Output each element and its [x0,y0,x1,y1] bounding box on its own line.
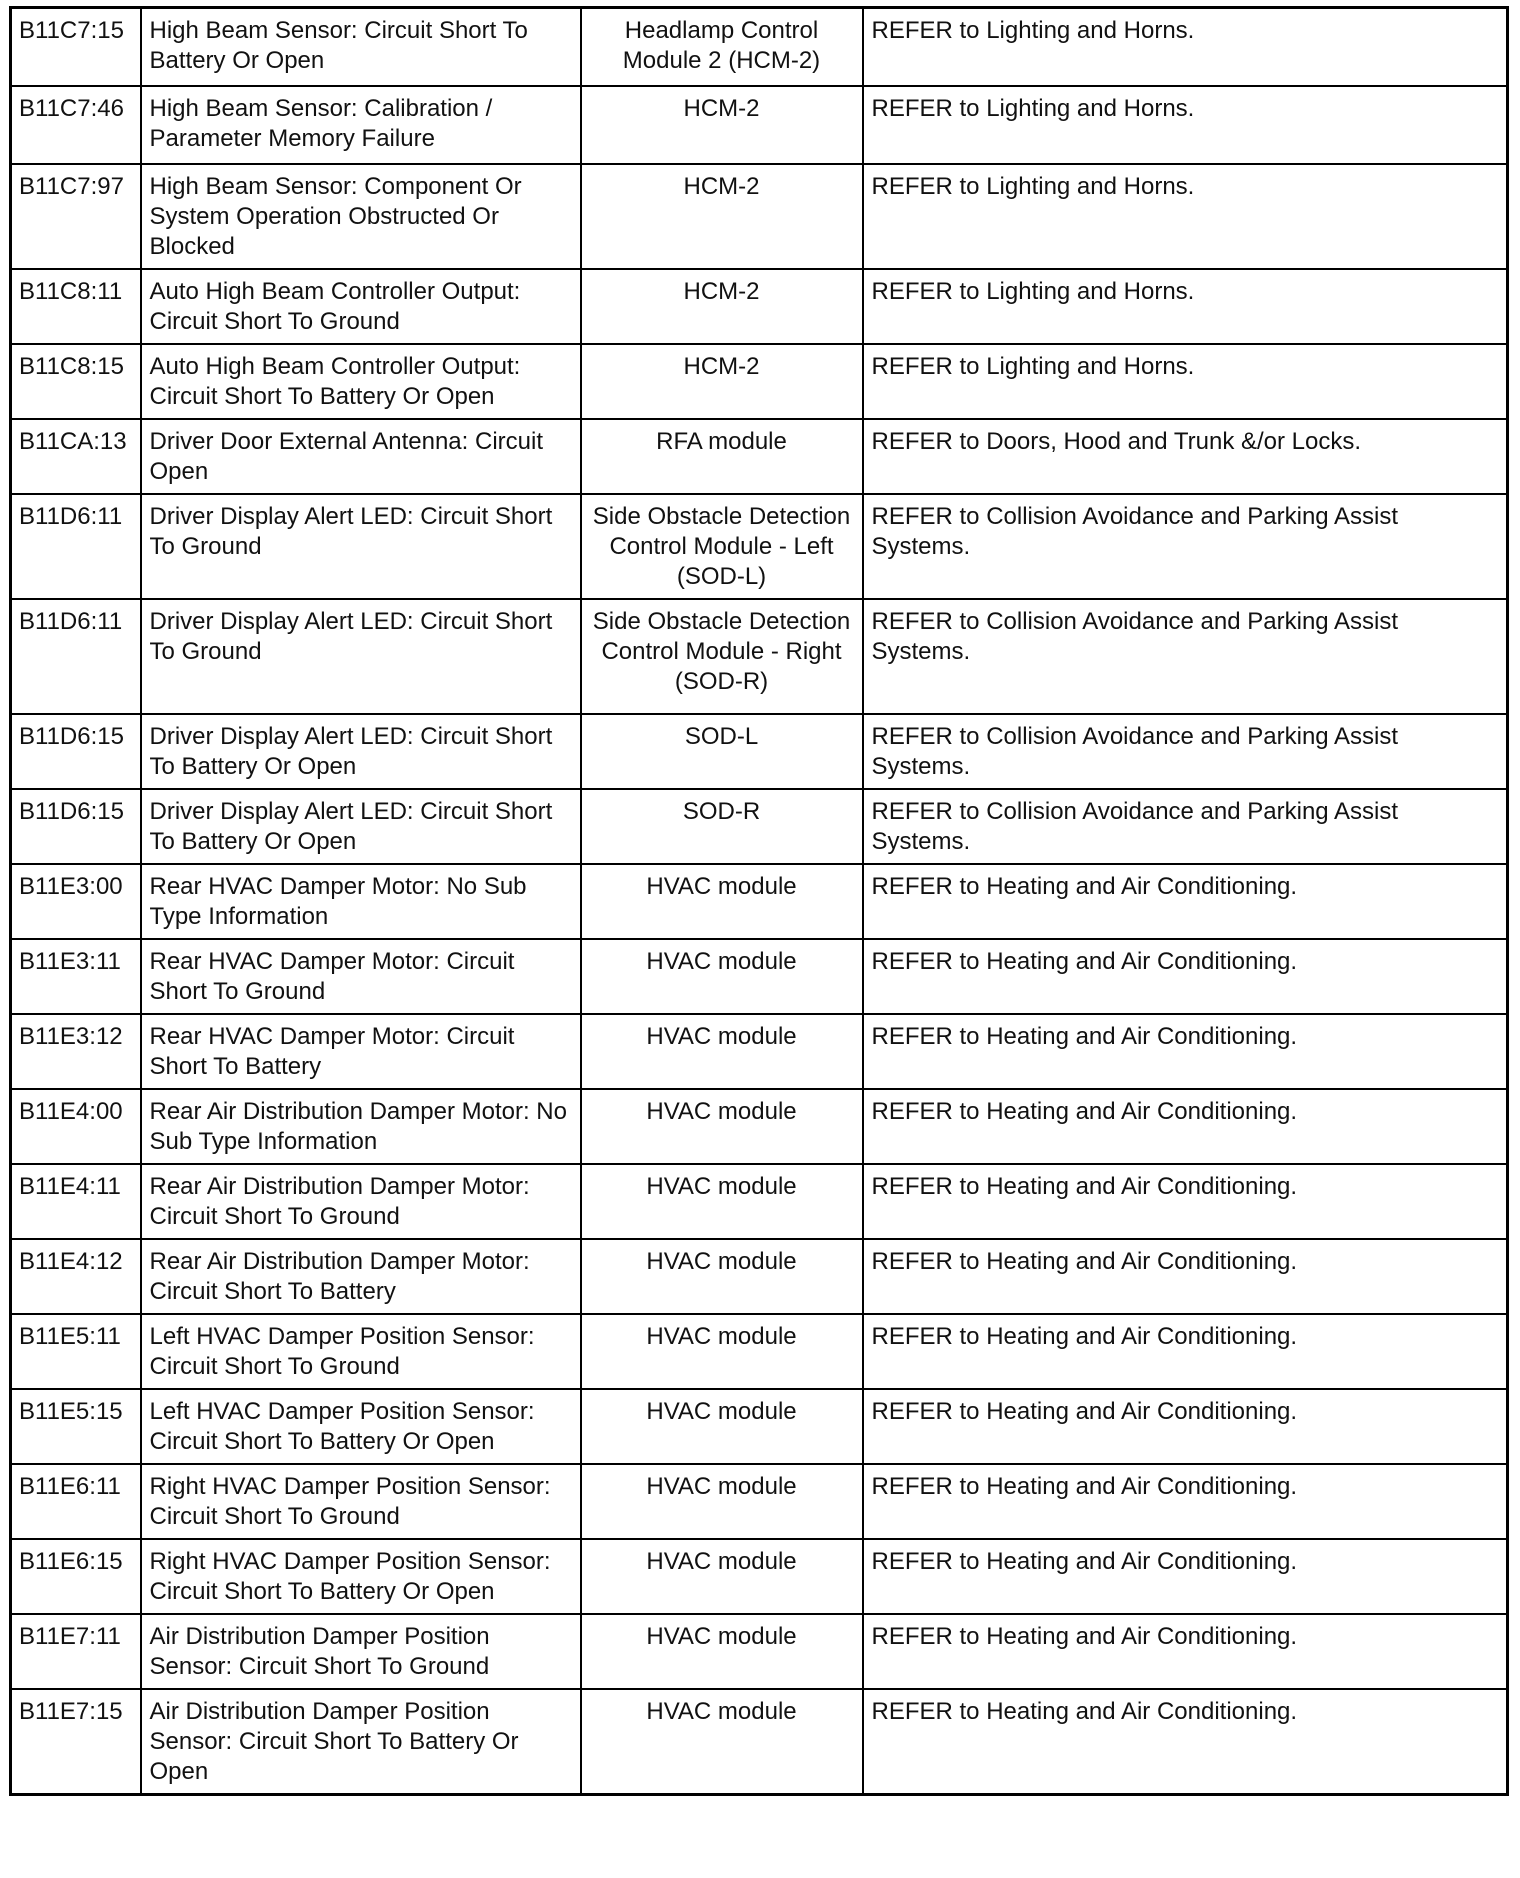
dtc-action-cell: REFER to Heating and Air Conditioning. [863,1014,1508,1089]
dtc-code-cell: B11E7:15 [11,1689,141,1795]
table-row [11,164,1508,269]
dtc-module-cell: RFA module [581,419,863,494]
dtc-code-cell: B11E4:11 [11,1164,141,1239]
dtc-code-cell: B11E6:15 [11,1539,141,1614]
table-row [11,1464,1508,1539]
dtc-description-cell: High Beam Sensor: Calibration / Parameter Memory Failure [141,86,581,164]
dtc-description-cell: Left HVAC Damper Position Sensor: Circuit Short To Battery Or Open [141,1389,581,1464]
dtc-action-cell: REFER to Heating and Air Conditioning. [863,1089,1508,1164]
dtc-action-cell: REFER to Lighting and Horns. [863,269,1508,344]
dtc-description-cell: Driver Display Alert LED: Circuit Short To Ground [141,494,581,599]
dtc-module-cell: HVAC module [581,1539,863,1614]
table-row [11,494,1508,599]
dtc-action-cell: REFER to Lighting and Horns. [863,164,1508,269]
dtc-description-cell: Driver Display Alert LED: Circuit Short To Battery Or Open [141,789,581,864]
dtc-module-cell: HVAC module [581,1014,863,1089]
dtc-action-cell: REFER to Heating and Air Conditioning. [863,1689,1508,1795]
dtc-module-cell: HCM-2 [581,164,863,269]
dtc-description-cell: High Beam Sensor: Circuit Short To Battery Or Open [141,8,581,86]
dtc-code-cell: B11E5:15 [11,1389,141,1464]
dtc-code-cell: B11E3:12 [11,1014,141,1089]
dtc-code-cell: B11D6:15 [11,789,141,864]
dtc-action-cell: REFER to Heating and Air Conditioning. [863,1239,1508,1314]
table-row [11,1539,1508,1614]
dtc-module-cell: HVAC module [581,1164,863,1239]
dtc-action-cell: REFER to Collision Avoidance and Parking Assist Systems. [863,494,1508,599]
dtc-description-cell: Rear HVAC Damper Motor: No Sub Type Information [141,864,581,939]
dtc-module-cell: Side Obstacle Detection Control Module - Right (SOD-R) [581,599,863,714]
dtc-code-cell: B11C8:15 [11,344,141,419]
dtc-code-cell: B11E3:00 [11,864,141,939]
table-row [11,599,1508,714]
dtc-module-cell: SOD-L [581,714,863,789]
dtc-code-cell: B11E3:11 [11,939,141,1014]
dtc-module-cell: HCM-2 [581,86,863,164]
table-row [11,8,1508,86]
dtc-module-cell: HVAC module [581,939,863,1014]
table-row [11,1614,1508,1689]
dtc-table-body [11,8,1508,1795]
table-row [11,344,1508,419]
dtc-action-cell: REFER to Collision Avoidance and Parking Assist Systems. [863,599,1508,714]
dtc-code-cell: B11E4:00 [11,1089,141,1164]
table-row [11,1014,1508,1089]
dtc-action-cell: REFER to Heating and Air Conditioning. [863,1614,1508,1689]
dtc-code-cell: B11E7:11 [11,1614,141,1689]
dtc-action-cell: REFER to Heating and Air Conditioning. [863,1464,1508,1539]
dtc-description-cell: High Beam Sensor: Component Or System Operation Obstructed Or Blocked [141,164,581,269]
dtc-module-cell: HVAC module [581,864,863,939]
dtc-description-cell: Right HVAC Damper Position Sensor: Circuit Short To Battery Or Open [141,1539,581,1614]
dtc-description-cell: Driver Door External Antenna: Circuit Open [141,419,581,494]
dtc-code-cell: B11D6:15 [11,714,141,789]
dtc-description-cell: Rear Air Distribution Damper Motor: No Sub Type Information [141,1089,581,1164]
dtc-module-cell: HVAC module [581,1314,863,1389]
dtc-action-cell: REFER to Heating and Air Conditioning. [863,1539,1508,1614]
dtc-action-cell: REFER to Lighting and Horns. [863,344,1508,419]
dtc-action-cell: REFER to Heating and Air Conditioning. [863,864,1508,939]
dtc-code-cell: B11E4:12 [11,1239,141,1314]
dtc-description-cell: Air Distribution Damper Position Sensor: Circuit Short To Ground [141,1614,581,1689]
table-row [11,1389,1508,1464]
dtc-description-cell: Driver Display Alert LED: Circuit Short To Battery Or Open [141,714,581,789]
table-row [11,1239,1508,1314]
dtc-code-cell: B11D6:11 [11,494,141,599]
dtc-action-cell: REFER to Heating and Air Conditioning. [863,939,1508,1014]
dtc-code-cell: B11E5:11 [11,1314,141,1389]
dtc-module-cell: SOD-R [581,789,863,864]
dtc-description-cell: Left HVAC Damper Position Sensor: Circuit Short To Ground [141,1314,581,1389]
dtc-description-cell: Rear Air Distribution Damper Motor: Circuit Short To Battery [141,1239,581,1314]
dtc-action-cell: REFER to Heating and Air Conditioning. [863,1389,1508,1464]
dtc-description-cell: Driver Display Alert LED: Circuit Short To Ground [141,599,581,714]
dtc-description-cell: Right HVAC Damper Position Sensor: Circuit Short To Ground [141,1464,581,1539]
dtc-code-cell: B11C7:15 [11,8,141,86]
table-row [11,1164,1508,1239]
dtc-code-cell: B11C7:97 [11,164,141,269]
dtc-module-cell: HCM-2 [581,269,863,344]
dtc-code-cell: B11C7:46 [11,86,141,164]
dtc-module-cell: HVAC module [581,1464,863,1539]
table-row [11,1314,1508,1389]
dtc-action-cell: REFER to Doors, Hood and Trunk &/or Locks. [863,419,1508,494]
dtc-code-cell: B11C8:11 [11,269,141,344]
dtc-table [9,6,1509,1796]
dtc-code-cell: B11D6:11 [11,599,141,714]
table-row [11,1089,1508,1164]
dtc-module-cell: Side Obstacle Detection Control Module - Left (SOD-L) [581,494,863,599]
dtc-action-cell: REFER to Collision Avoidance and Parking Assist Systems. [863,789,1508,864]
dtc-module-cell: HCM-2 [581,344,863,419]
dtc-module-cell: Headlamp Control Module 2 (HCM-2) [581,8,863,86]
dtc-module-cell: HVAC module [581,1689,863,1795]
dtc-module-cell: HVAC module [581,1614,863,1689]
table-row [11,864,1508,939]
dtc-description-cell: Air Distribution Damper Position Sensor: Circuit Short To Battery Or Open [141,1689,581,1795]
table-row [11,86,1508,164]
dtc-module-cell: HVAC module [581,1389,863,1464]
table-row [11,1689,1508,1795]
dtc-module-cell: HVAC module [581,1239,863,1314]
dtc-action-cell: REFER to Collision Avoidance and Parking Assist Systems. [863,714,1508,789]
dtc-description-cell: Auto High Beam Controller Output: Circuit Short To Ground [141,269,581,344]
dtc-action-cell: REFER to Heating and Air Conditioning. [863,1314,1508,1389]
dtc-module-cell: HVAC module [581,1089,863,1164]
dtc-description-cell: Rear Air Distribution Damper Motor: Circuit Short To Ground [141,1164,581,1239]
dtc-action-cell: REFER to Heating and Air Conditioning. [863,1164,1508,1239]
dtc-description-cell: Rear HVAC Damper Motor: Circuit Short To Battery [141,1014,581,1089]
dtc-action-cell: REFER to Lighting and Horns. [863,8,1508,86]
dtc-code-cell: B11E6:11 [11,1464,141,1539]
table-row [11,714,1508,789]
dtc-code-cell: B11CA:13 [11,419,141,494]
dtc-description-cell: Auto High Beam Controller Output: Circuit Short To Battery Or Open [141,344,581,419]
table-row [11,789,1508,864]
table-row [11,419,1508,494]
dtc-action-cell: REFER to Lighting and Horns. [863,86,1508,164]
dtc-description-cell: Rear HVAC Damper Motor: Circuit Short To Ground [141,939,581,1014]
table-row [11,269,1508,344]
table-row [11,939,1508,1014]
